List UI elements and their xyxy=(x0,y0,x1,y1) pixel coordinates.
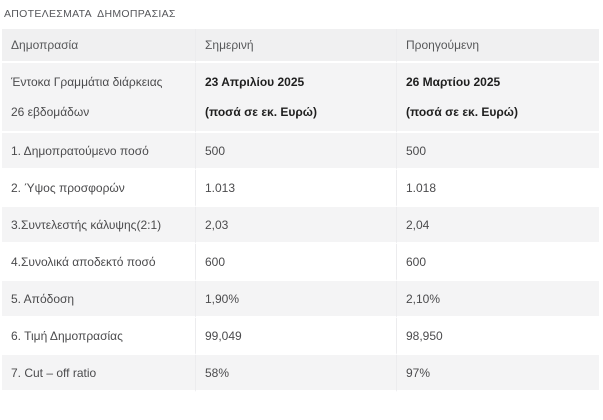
row-label-cell: 3.Συντελεστής κάλυψης(2:1) xyxy=(2,207,196,244)
row-label-cell: 4.Συνολικά αποδεκτό ποσό xyxy=(2,244,196,281)
current-value-cell: 1.013 xyxy=(196,170,397,207)
row-label-cell: 6. Τιμή Δημοπρασίας xyxy=(2,318,196,355)
table-row xyxy=(2,207,599,244)
previous-date-cell xyxy=(397,63,599,133)
table-row xyxy=(2,244,599,281)
previous-value-cell: 600 xyxy=(397,244,599,281)
current-value-cell: 1,90% xyxy=(196,281,397,318)
table-row xyxy=(2,281,599,318)
instrument-name-line2: 26 εβδομάδων xyxy=(11,104,90,119)
column-header-previous: Προηγούμενη xyxy=(397,29,599,63)
previous-value-cell: 2,10% xyxy=(397,281,599,318)
row-label-cell: 1. Δημοπρατούμενο ποσό xyxy=(2,133,196,170)
table-row xyxy=(2,318,599,355)
table-header-row xyxy=(2,29,599,63)
column-header-auction: Δημοπρασία xyxy=(2,29,196,63)
instrument-name-cell xyxy=(2,63,196,133)
current-value-cell: 500 xyxy=(196,133,397,170)
current-units: (ποσά σε εκ. Ευρώ) xyxy=(205,104,317,119)
row-label-cell: 2. Ύψος προσφορών xyxy=(2,170,196,207)
table-row xyxy=(2,133,599,170)
current-value-cell: 2,03 xyxy=(196,207,397,244)
previous-value-cell: 2,04 xyxy=(397,207,599,244)
table-row xyxy=(2,170,599,207)
previous-value-cell: 500 xyxy=(397,133,599,170)
row-label-cell: 7. Cut – off ratio xyxy=(2,355,196,392)
previous-value-cell: 97% xyxy=(397,355,599,392)
instrument-date-row xyxy=(2,63,599,133)
instrument-name-line1: Έντοκα Γραμμάτια διάρκειας xyxy=(11,74,163,89)
current-value-cell: 99,049 xyxy=(196,318,397,355)
current-value-cell: 58% xyxy=(196,355,397,392)
current-value-cell: 600 xyxy=(196,244,397,281)
previous-value-cell: 98,950 xyxy=(397,318,599,355)
current-date: 23 Απριλίου 2025 xyxy=(205,74,305,89)
current-date-cell xyxy=(196,63,397,133)
previous-value-cell: 1.018 xyxy=(397,170,599,207)
previous-date: 26 Μαρτίου 2025 xyxy=(406,74,501,89)
row-label-cell: 5. Απόδοση xyxy=(2,281,196,318)
auction-results-table xyxy=(2,29,599,392)
table-row xyxy=(2,355,599,392)
page-title: ΑΠΟΤΕΛΕΣΜΑΤΑ ΔΗΜΟΠΡΑΣΙΑΣ xyxy=(4,8,176,20)
previous-units: (ποσά σε εκ. Ευρώ) xyxy=(406,104,518,119)
column-header-current: Σημερινή xyxy=(196,29,397,63)
